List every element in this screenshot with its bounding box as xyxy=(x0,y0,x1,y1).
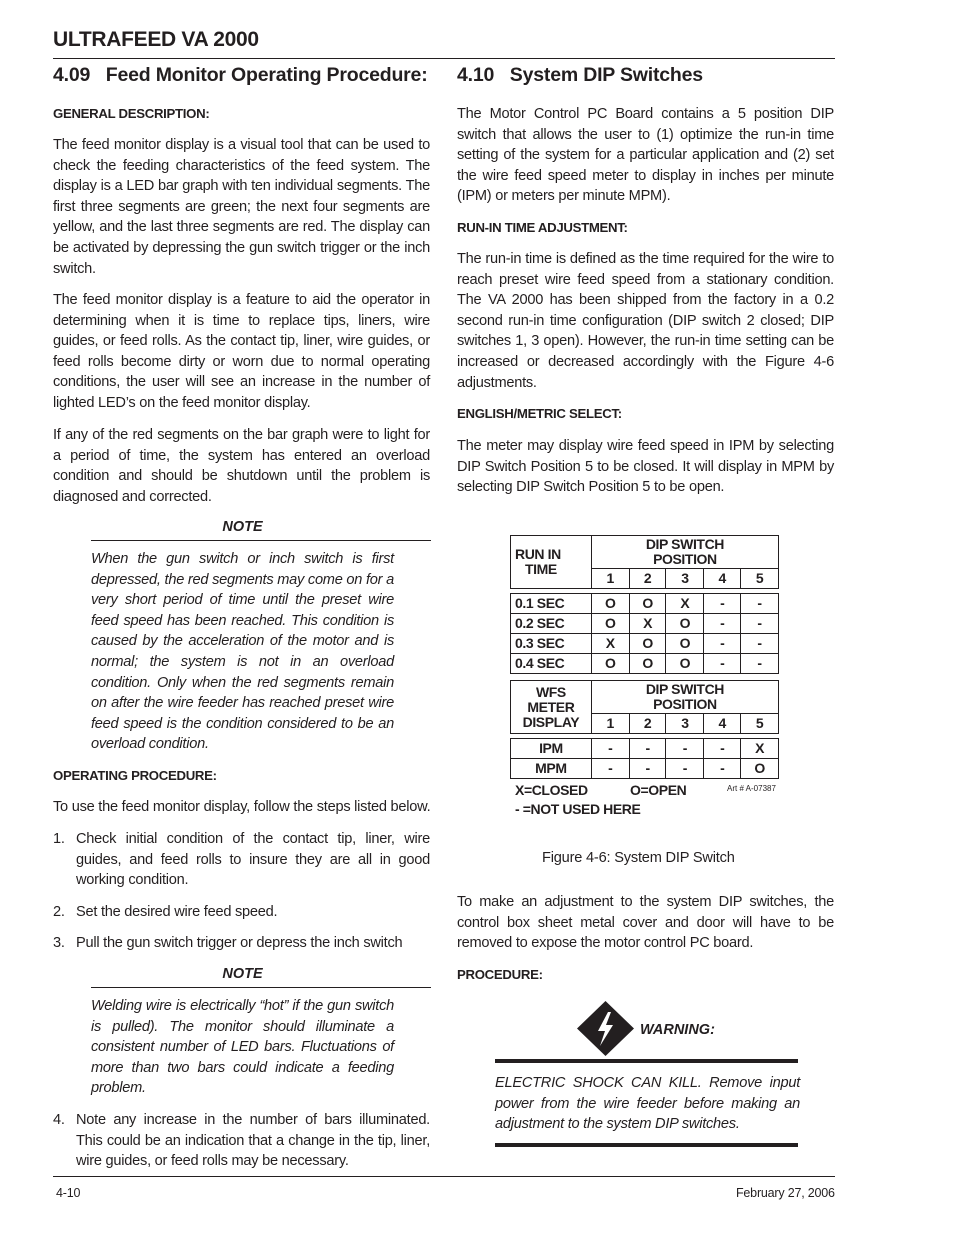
dip-adjustment-para: To make an adjustment to the system DIP switches, the control box sheet metal cover and door will have to be removed to expose the motor control PC board. xyxy=(457,894,834,952)
step-3-text: Pull the gun switch trigger or depress the inch switch xyxy=(76,935,403,951)
switch-cell: - xyxy=(741,634,779,654)
run-in-time-header-line-2: TIME xyxy=(525,561,557,577)
figure-caption: Figure 4-6: System DIP Switch xyxy=(542,850,735,866)
switch-cell: - xyxy=(666,739,704,759)
note-2-title: NOTE xyxy=(222,966,263,982)
english-metric-title: ENGLISH/METRIC SELECT: xyxy=(457,406,622,421)
dip-switch-header-line-2: POSITION xyxy=(653,551,717,567)
general-description-para-1: The feed monitor display is a visual tool that can be used to check the feeding characteristics of the feed system. The display is a LED bar graph with ten individual segments. The first three segments are green; the next four segments are yellow, and the last three segments are red. The display can be activated by depressing the gun switch trigger or the inch switch. xyxy=(53,137,430,277)
section-heading-4-09: 4.09 Feed Monitor Operating Procedure: xyxy=(53,64,428,86)
run-in-time-header-line-1: RUN IN xyxy=(515,546,561,562)
switch-cell: - xyxy=(704,654,741,674)
legend-open: O=OPEN xyxy=(630,782,687,798)
switch-cell: - xyxy=(741,594,779,614)
run-in-row-label: 0.3 SEC xyxy=(511,634,592,654)
switch-cell: - xyxy=(741,654,779,674)
footer-rule xyxy=(53,1176,835,1177)
switch-cell: X xyxy=(666,594,704,614)
note-1-text: When the gun switch or inch switch is first depressed, the red segments may come on for a very short period of time until the preset wire feed speed has been reached. This condition is caused by the acceleration of the motor and is normal; the system is not in an overload condition. Only when the red segments remain on after the wire feeder has reached preset wire feed speed is the condition considered to be an overload condition. xyxy=(91,551,394,753)
dip-switch-position-header-2 xyxy=(591,681,778,714)
general-description-para-2: The feed monitor display is a feature to aid the operator in determining when it is time to replace tips, liners, wire guides, or feed rolls. As the contact tip, liner, wire guides, or feed rolls become dirty or worn due to normal operating conditions, the user will see an increase in the number of lighted LED’s on the feed monitor display. xyxy=(53,292,430,411)
step-1 xyxy=(53,829,430,891)
run-in-row-label: 0.2 SEC xyxy=(511,614,592,634)
run-in-time-para: The run-in time is defined as the time required for the wire to reach preset wire feed speed from a stationary condition. The VA 2000 has been shipped from the factory in a 0.2 second run-in time configuration (DIP switch 2 closed; DIP switches 1, 3 open). However, the run-in time setting can be increased or decreased accordingly with the Figure 4-6 adjustments. xyxy=(457,251,834,391)
switch-cell: X xyxy=(591,634,629,654)
wfs-row-label: MPM xyxy=(511,759,592,779)
note-1-title: NOTE xyxy=(222,519,263,535)
note-2-rule xyxy=(91,987,431,988)
general-description-para-3: If any of the red segments on the bar graph were to light for a period of time, the system has entered an overload condition and should be shutdown until the problem is diagnosed and corrected. xyxy=(53,427,430,505)
step-4-number: 4. xyxy=(53,1112,65,1128)
run-in-time-title: RUN-IN TIME ADJUSTMENT: xyxy=(457,220,628,235)
position-header-1: 1 xyxy=(591,714,629,734)
table-row xyxy=(511,739,779,759)
switch-cell: - xyxy=(591,739,629,759)
warning-text: ELECTRIC SHOCK CAN KILL. Remove input power from the wire feeder before making an adjustment to the system DIP switches. xyxy=(495,1075,800,1133)
dip-switch-header-2-line-1: DIP SWITCH xyxy=(645,681,725,697)
note-2-text: Welding wire is electrically “hot” if the gun switch is pulled). The monitor should illuminate a consistent number of LED bars. Fluctuations of more than two bars could indicate a feeding problem. xyxy=(91,998,394,1097)
english-metric-para: The meter may display wire feed speed in IPM by selecting DIP Switch Position 5 to be closed. It will display in MPM by selecting DIP Switch Position 5 to be open. xyxy=(457,438,834,496)
switch-cell: - xyxy=(629,759,666,779)
position-header-1: 1 xyxy=(591,569,629,589)
switch-cell: - xyxy=(704,739,741,759)
step-2-number: 2. xyxy=(53,904,65,920)
step-1-number: 1. xyxy=(53,831,65,847)
wfs-header-line-2: METER xyxy=(527,698,575,715)
dip-switch-header-line-1: DIP SWITCH xyxy=(645,536,725,552)
switch-cell: O xyxy=(629,654,666,674)
dip-switch-table xyxy=(510,535,779,779)
switch-cell: - xyxy=(704,759,741,779)
page-number: 4-10 xyxy=(56,1186,81,1200)
header-rule xyxy=(53,58,835,59)
switch-cell: O xyxy=(666,614,704,634)
art-number: Art # A-07387 xyxy=(727,784,776,793)
switch-cell: O xyxy=(629,594,666,614)
table-row xyxy=(511,759,779,779)
dip-intro-para: The Motor Control PC Board contains a 5 position DIP switch that allows the user to (1) optimize the run-in time setting of the system for a particular application and (2) set the wire feed speed meter to display in inches per minute (IPM) or meters per minute MPM). xyxy=(457,106,834,205)
table-row xyxy=(511,654,779,674)
run-in-row-label: 0.4 SEC xyxy=(511,654,592,674)
switch-cell: - xyxy=(629,739,666,759)
switch-cell: O xyxy=(741,759,779,779)
step-3-number: 3. xyxy=(53,935,65,951)
step-4 xyxy=(53,1110,430,1172)
position-header-3: 3 xyxy=(666,569,704,589)
position-header-4: 4 xyxy=(704,714,741,734)
position-header-4: 4 xyxy=(704,569,741,589)
dip-switch-header-2-line-2: POSITION xyxy=(653,696,717,712)
step-4-text: Note any increase in the number of bars illuminated. This could be an indication that a change in the tip, liner, wire guides, or feed rolls may be necessary. xyxy=(76,1112,430,1170)
note-1-rule xyxy=(91,540,431,541)
wfs-meter-display-header xyxy=(511,681,592,734)
general-description-title: GENERAL DESCRIPTION: xyxy=(53,106,210,121)
wfs-row-label: IPM xyxy=(511,739,592,759)
switch-cell: - xyxy=(704,614,741,634)
step-3 xyxy=(53,933,430,954)
switch-cell: - xyxy=(704,594,741,614)
table-row xyxy=(511,634,779,654)
switch-cell: X xyxy=(629,614,666,634)
run-in-row-label: 0.1 SEC xyxy=(511,594,592,614)
switch-cell: X xyxy=(741,739,779,759)
switch-cell: - xyxy=(741,614,779,634)
switch-cell: O xyxy=(591,594,629,614)
switch-cell: - xyxy=(666,759,704,779)
legend-closed: X=CLOSED xyxy=(515,782,588,798)
step-2-text: Set the desired wire feed speed. xyxy=(76,904,278,920)
operating-procedure-title: OPERATING PROCEDURE: xyxy=(53,768,217,783)
warning-top-rule xyxy=(495,1059,798,1063)
run-in-time-header xyxy=(511,536,592,589)
switch-cell: O xyxy=(591,614,629,634)
switch-cell: O xyxy=(591,654,629,674)
electric-shock-warning-icon xyxy=(577,1001,634,1056)
switch-cell: O xyxy=(666,654,704,674)
switch-cell: - xyxy=(704,634,741,654)
position-header-2: 2 xyxy=(629,569,666,589)
section-heading-4-10: 4.10 System DIP Switches xyxy=(457,64,703,86)
dip-switch-position-header xyxy=(591,536,778,569)
table-row xyxy=(511,614,779,634)
switch-cell: O xyxy=(666,634,704,654)
step-1-text: Check initial condition of the contact tip, liner, wire guides, and feed rolls to insure they are all in good working condition. xyxy=(76,831,430,889)
warning-bottom-rule xyxy=(495,1143,798,1147)
table-row xyxy=(511,594,779,614)
document-title: ULTRAFEED VA 2000 xyxy=(53,28,259,51)
position-header-5: 5 xyxy=(741,569,779,589)
step-2 xyxy=(53,902,430,923)
procedure-title: PROCEDURE: xyxy=(457,967,543,982)
position-header-5: 5 xyxy=(741,714,779,734)
wfs-header-line-3: DISPLAY xyxy=(522,713,580,730)
switch-cell: - xyxy=(591,759,629,779)
warning-title: WARNING: xyxy=(640,1022,715,1038)
switch-cell: O xyxy=(629,634,666,654)
legend-not-used: - =NOT USED HERE xyxy=(515,801,641,817)
position-header-2: 2 xyxy=(629,714,666,734)
position-header-3: 3 xyxy=(666,714,704,734)
wfs-header-line-1: WFS xyxy=(535,683,566,700)
operating-procedure-intro: To use the feed monitor display, follow the steps listed below. xyxy=(53,799,431,815)
footer-date: February 27, 2006 xyxy=(736,1186,835,1200)
